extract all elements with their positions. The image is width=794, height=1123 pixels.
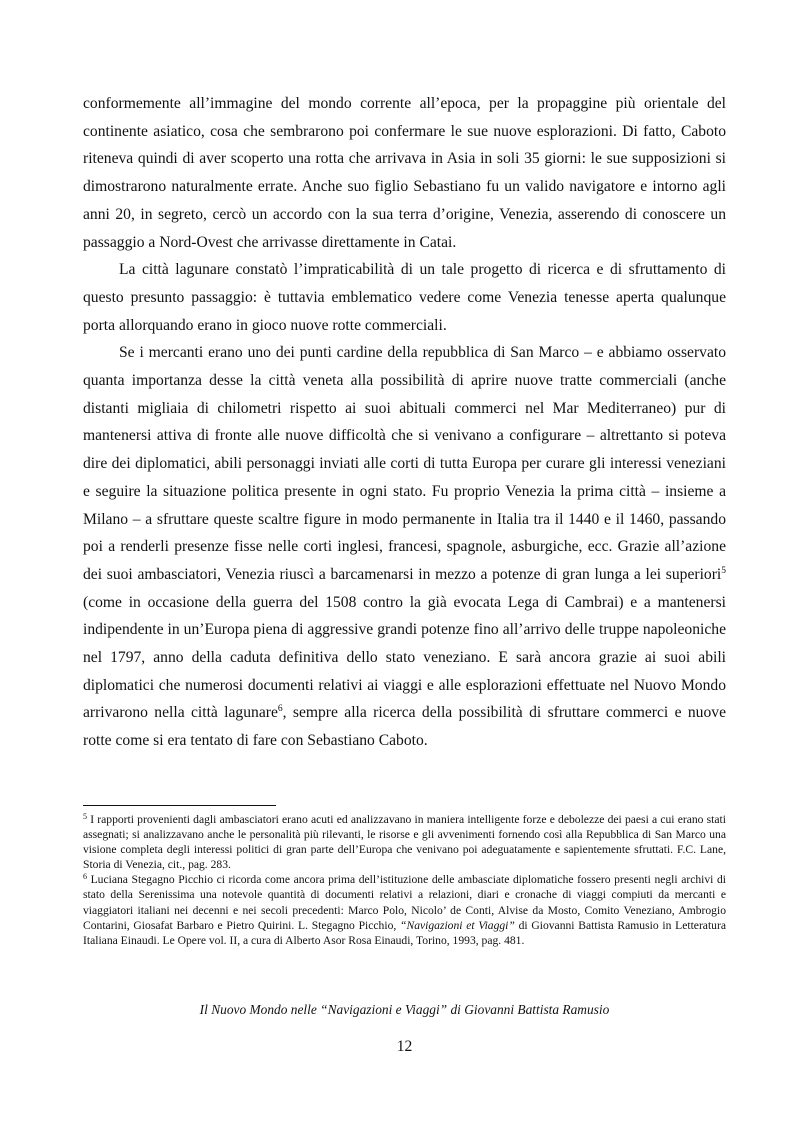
footnote-6	[83, 872, 726, 947]
footnote-6-number: 6	[83, 872, 87, 882]
paragraph-3-part-a: Se i mercanti erano uno dei punti cardine della repubblica di San Marco – e abbiamo osservato quanta importanza desse la città veneta alla possibilità di aprire nuove tratte commerciali (anche distanti migliaia di chilometri rispetto ai suoi abituali commerci nel Mar Mediterraneo) pur di mantenersi attiva di fronte alle nuove difficoltà che si venivano a configurare – altrettanto si poteva dire dei diplomatici, abili personaggi inviati alle corti di tutta Europa per curare gli interessi veneziani e seguire la situazione politica presente in ogni stato. Fu proprio Venezia la prima città – insieme a Milano – a sfruttare queste scaltre figure in modo permanente in Italia tra il 1440 e il 1460, passando poi a renderli presenze fisse nelle corti inglesi, francesi, spagnole, asburgiche, ecc. Grazie all’azione dei suoi ambasciatori, Venezia riuscì a barcamenarsi in mezzo a potenze di gran lunga a lei superiori	[83, 344, 726, 583]
main-text	[83, 90, 726, 755]
footnote-ref-5[interactable]: 5	[721, 565, 726, 576]
footnote-5-number: 5	[83, 812, 87, 821]
footnote-6-text-a: Luciana Stegagno Picchio ci ricorda come ancora prima dell’istituzione delle ambasciate diplomatiche fossero presenti negli archivi di stato della Serenissima una notevole quantità di documenti relativi a relazioni, diari e cronache di viaggi compiuti da mercanti e viaggiatori italiani nei decenni e nei secoli precedenti: Marco Polo, Nicolo’ de Conti, Alvise da Mosto, Comito Veneziano, Ambrogio Contarini, Giosafat Barbaro e Pietro Quirini. L. Stegagno Picchio,	[83, 873, 726, 932]
paragraph-2: La città lagunare constatò l’impraticabilità di un tale progetto di ricerca e di sfruttamento di questo presunto passaggio: è tuttavia emblematico vedere come Venezia tenesse aperta qualunque porta allorquando erano in gioco nuove rotte commerciali.	[83, 261, 726, 334]
paragraph-3	[83, 339, 726, 755]
footnote-5-text: I rapporti provenienti dagli ambasciatori erano acuti ed analizzavano in maniera intelligente forze e debolezze dei paesi a cui erano stati assegnati; si analizzavano anche le personalità più rilevanti, le risorse e gli avvenimenti fornendo così alla Repubblica di San Marco una visione completa degli interessi politici di gran parte dell’Europa che venivano poi adeguatamente e sapientemente sfruttati. F.C. Lane, Storia di Venezia, cit., pag. 283.	[83, 813, 726, 872]
paragraph-3-part-b: (come in occasione della guerra del 1508 contro la già evocata Lega di Cambrai) e a mantenersi indipendente in un’Europa piena di aggressive grandi potenze fino all’arrivo delle truppe napoleoniche nel 1797, anno della caduta definitiva dello stato veneziano. E sarà ancora grazie ai suoi abili diplomatici che numerosi documenti relativi ai viaggi e alle esplorazioni effettuate nel Nuovo Mondo arrivarono nella città lagunare	[83, 593, 726, 722]
footnotes	[83, 812, 726, 948]
paragraph-1: conformemente all’immagine del mondo corrente all’epoca, per la propaggine più orientale del continente asiatico, cosa che sembrarono poi confermare le sue nuove esplorazioni. Di fatto, Caboto riteneva quindi di aver scoperto una rotta che arrivava in Asia in soli 35 giorni: le sue supposizioni si dimostrarono naturalmente errate. Anche suo figlio Sebastiano fu un valido navigatore e intorno agli anni 20, in segreto, cercò un accordo con la sua terra d’origine, Venezia, asserendo di conoscere un passaggio a Nord-Ovest che arrivasse direttamente in Catai.	[83, 95, 726, 251]
footnote-ref-6[interactable]: 6	[277, 704, 283, 715]
footnote-5	[83, 812, 726, 872]
running-footer: Il Nuovo Mondo nelle “Navigazioni e Viaggi” di Giovanni Battista Ramusio	[199, 1002, 610, 1017]
paragraph-3-part-c: , sempre alla ricerca della possibilità di sfruttare commerci e nuove rotte come si era tentato di fare con Sebastiano Caboto.	[83, 704, 726, 750]
footnote-6-text-b: di Giovanni Battista Ramusio in Letteratura Italiana Einaudi. Le Opere vol. II, a cura di Alberto Asor Rosa Einaudi, Torino, 1993, pag. 481.	[83, 918, 726, 947]
footnote-6-title: “Navigazioni et Viaggi”	[400, 918, 515, 932]
page-number: 12	[396, 1038, 413, 1055]
footnote-separator	[83, 805, 276, 806]
